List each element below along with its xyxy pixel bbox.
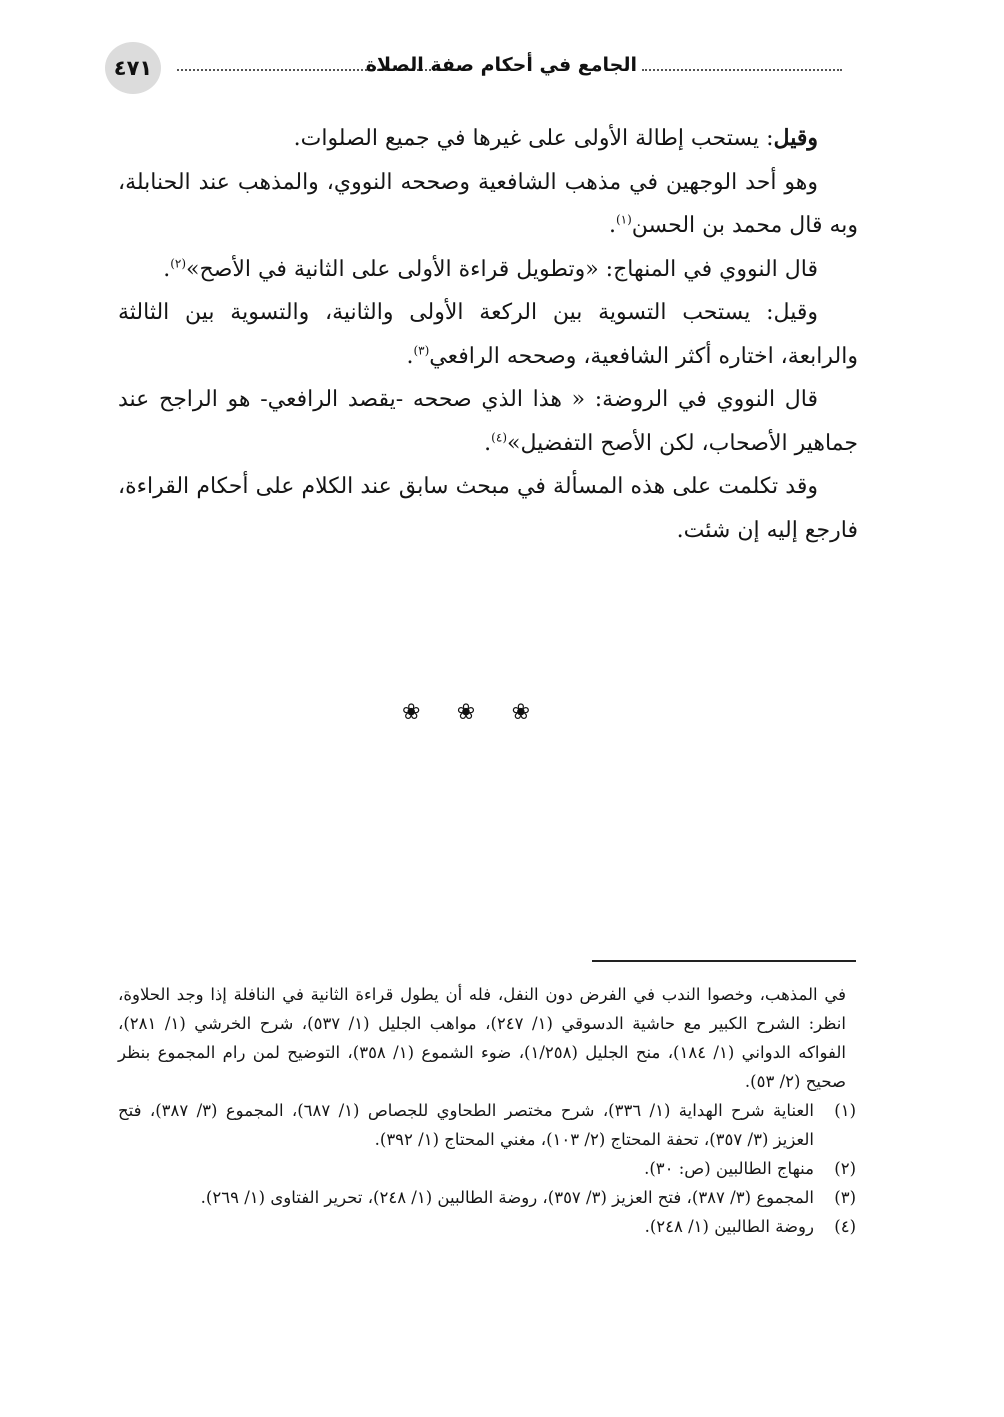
footnote-ref-2[interactable]: (٢)	[170, 256, 187, 271]
paragraph-5-text: قال النووي في الروضة: « هذا الذي صححه -يقصد الرافعي- هو الراجح عند جماهير الأصحاب، لكن الأصح التفضيل»	[118, 387, 858, 456]
flower-ornament-icon: ❀	[456, 700, 476, 725]
paragraph-1	[118, 117, 858, 161]
paragraph-4: وقيل: يستحب التسوية بين الركعة الأولى والثانية، والتسوية بين الثالثة والرابعة، اختاره أكثر الشافعية، وصححه الرافعي$^{(٣)}$.	[118, 300, 858, 369]
flower-ornament-icon: ❀	[511, 700, 530, 725]
footnote-text: منهاج الطالبين (ص: ٣٠).	[644, 1159, 814, 1178]
flower-ornament-icon: ❀	[402, 700, 421, 725]
paragraph-1-lead: وقيل	[773, 125, 818, 151]
paragraph-4-text: وقيل: يستحب التسوية بين الركعة الأولى والثانية، والتسوية بين الثالثة والرابعة، اختاره أكثر الشافعية، وصححه الرافعي	[118, 300, 858, 369]
footnote-number: (٣)	[834, 1188, 856, 1207]
paragraph-3: قال النووي في المنهاج: «وتطويل قراءة الأولى على الثانية في الأصح»$^{(٢)}$.	[163, 256, 818, 282]
footnote-2	[118, 1154, 856, 1183]
footnote-ref-4[interactable]: (٤)	[491, 430, 507, 445]
paragraph-6: وقد تكلمت على هذه المسألة في مبحث سابق عند الكلام على أحكام القراءة، فارجع إليه إن شئت.	[118, 474, 858, 543]
footnote-text: العناية شرح الهداية (١/ ٣٣٦)، شرح مختصر الطحاوي للجصاص (١/ ٦٨٧)، المجموع (٣/ ٣٨٧)، فتح العزيز (٣/ ٣٥٧)، تحفة المحتاج (٢/ ١٠٣)، مغني المحتاج (١/ ٣٩٢).	[118, 1101, 814, 1149]
footnote-number: (٢)	[834, 1159, 856, 1178]
footnote-continuation: في المذهب، وخصوا الندب في الفرض دون النفل، فله أن يطول قراءة الثانية في النافلة إذا وجد الحلاوة، انظر: الشرح الكبير مع حاشية الدسوقي (١/ ٢٤٧)، مواهب الجليل (١/ ٥٣٧)، شرح الخرشي (١/ ٢٨١)، الفواكه الدواني (١/ ١٨٤)، منح الجليل (١/٢٥٨)، ضوء الشموع (١/ ٣٥٨)، التوضيح لمن رام المجموع بنظر صحيح (٢/ ٥٣).	[118, 985, 846, 1091]
paragraph-2: وهو أحد الوجهين في مذهب الشافعية وصححه النووي، والمذهب عند الحنابلة، وبه قال محمد بن الحسن$^{(١)}$.	[118, 169, 858, 238]
footnote-divider	[592, 960, 856, 962]
main-text	[118, 117, 858, 552]
footnotes	[118, 980, 856, 1241]
footnote-text: روضة الطالبين (١/ ٢٤٨).	[644, 1217, 814, 1236]
paragraph-3-text: قال النووي في المنهاج: «وتطويل قراءة الأولى على الثانية في الأصح»	[186, 256, 818, 282]
footnote-4	[118, 1212, 856, 1241]
footnote-ref-1[interactable]: (١)	[615, 212, 632, 227]
footnote-number: (٤)	[834, 1217, 856, 1236]
running-header	[105, 42, 857, 94]
footnote-text: المجموع (٣/ ٣٨٧)، فتح العزيز (٣/ ٣٥٧)، روضة الطالبين (١/ ٢٤٨)، تحرير الفتاوى (١/ ٢٦٩).	[200, 1188, 814, 1207]
page-number: ٤٧١	[105, 42, 161, 94]
footnote-ref-3[interactable]: (٣)	[413, 343, 430, 358]
section-separator	[402, 700, 530, 725]
footnote-1	[118, 1096, 856, 1154]
footnote-number: (١)	[834, 1101, 856, 1120]
paragraph-2-text: وهو أحد الوجهين في مذهب الشافعية وصححه النووي، والمذهب عند الحنابلة، وبه قال محمد بن الحسن	[118, 169, 858, 238]
footnote-3	[118, 1183, 856, 1212]
paragraph-1-text: : يستحب إطالة الأولى على غيرها في جميع الصلوات.	[293, 126, 774, 151]
header-dots-right	[642, 69, 842, 71]
header-title: الجامع في أحكام صفة الصلاة	[365, 54, 637, 76]
paragraph-5: قال النووي في الروضة: « هذا الذي صححه -يقصد الرافعي- هو الراجح عند جماهير الأصحاب، لكن الأصح التفضيل»$^{(٤)}$.	[118, 387, 858, 456]
